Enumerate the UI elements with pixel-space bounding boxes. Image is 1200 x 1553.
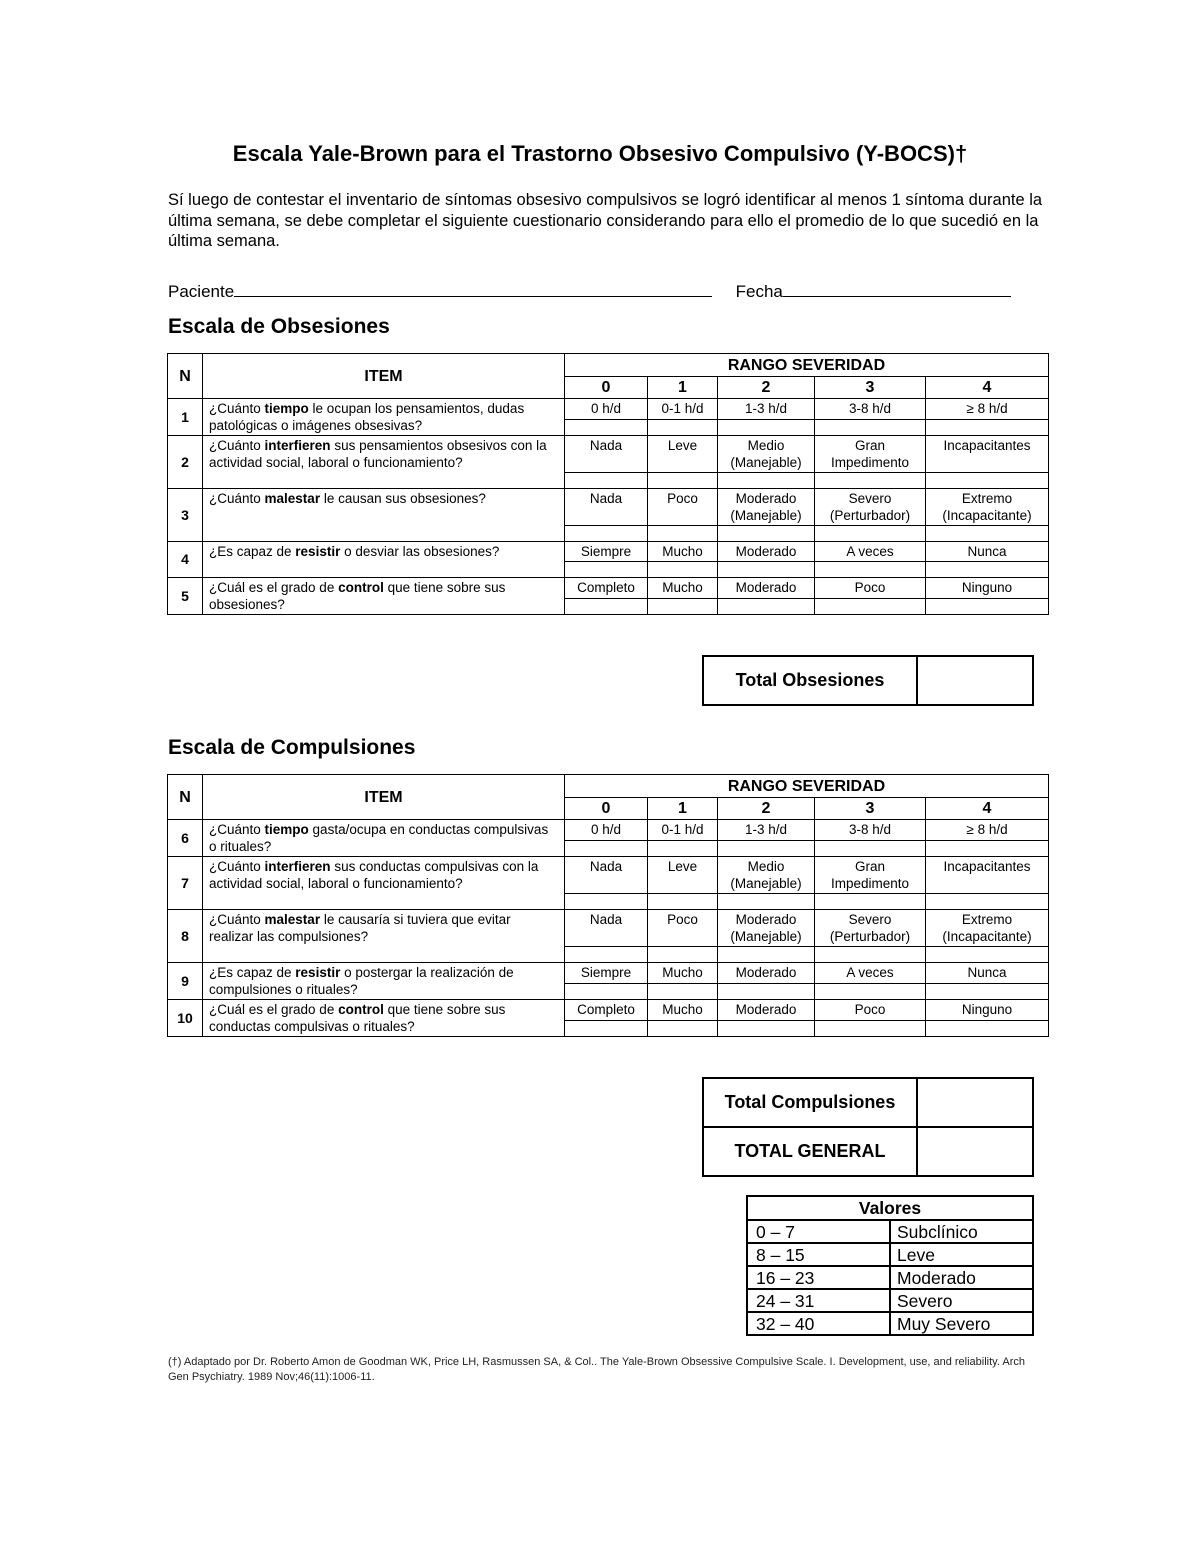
item-number: 1 [168, 399, 203, 436]
intro-paragraph: Sí luego de contestar el inventario de síntomas obsesivo compulsivos se logró identificar al menos 1 síntoma durante la última semana, se debe completar el siguiente cuestionario considerando para ello el promedio de lo que sucedió en la última semana. [168, 191, 1043, 250]
answer-box-level-4[interactable] [926, 526, 1049, 542]
col-header-range: RANGO SEVERIDAD [565, 775, 1049, 798]
option-level-0: 0 h/d [565, 399, 648, 420]
option-level-2: Medio (Manejable) [718, 857, 815, 894]
value-label: Severo [890, 1289, 1033, 1312]
level-header-1: 1 [648, 377, 718, 399]
patient-input[interactable] [234, 278, 712, 297]
answer-box-level-2[interactable] [718, 473, 815, 489]
answer-box-level-0[interactable] [565, 526, 648, 542]
option-level-4: Nunca [926, 963, 1049, 984]
option-level-2: Moderado [718, 578, 815, 599]
answer-box-level-0[interactable] [565, 562, 648, 578]
item-question [203, 399, 565, 436]
item-number: 7 [168, 857, 203, 910]
answer-box-level-4[interactable] [926, 473, 1049, 489]
option-level-1: 0-1 h/d [648, 820, 718, 841]
level-header-1: 1 [648, 798, 718, 820]
answer-box-level-3[interactable] [815, 598, 926, 614]
value-range: 16 – 23 [747, 1266, 890, 1289]
option-level-4: ≥ 8 h/d [926, 820, 1049, 841]
item-question [203, 489, 565, 542]
answer-box-level-2[interactable] [718, 562, 815, 578]
col-header-item: ITEM [203, 354, 565, 399]
option-level-1: Poco [648, 489, 718, 526]
item-number: 4 [168, 542, 203, 578]
question-text: ¿Es capaz de [209, 965, 296, 980]
option-level-4: Ninguno [926, 578, 1049, 599]
level-header-4: 4 [926, 377, 1049, 399]
option-level-0: Completo [565, 1000, 648, 1021]
answer-box-level-1[interactable] [648, 894, 718, 910]
value-range: 32 – 40 [747, 1312, 890, 1335]
level-header-3: 3 [815, 377, 926, 399]
value-label: Subclínico [890, 1220, 1033, 1243]
footnote: (†) Adaptado por Dr. Roberto Amon de Goodman WK, Price LH, Rasmussen SA, & Col.. The Yale-Brown Obsessive Compulsive Scale. I. Development, use, and reliability. Arch Gen Psychiatry. 1989 Nov;46(11):1006-11. [168, 1356, 1025, 1383]
option-level-2: 1-3 h/d [718, 399, 815, 420]
question-text: ¿Cuál es el grado de [209, 1002, 339, 1017]
option-level-0: Nada [565, 489, 648, 526]
question-text: ¿Cuál es el grado de [209, 580, 339, 595]
question-text: ¿Cuánto [209, 438, 265, 453]
question-text: que tiene sobre sus obsesiones? [209, 580, 506, 612]
option-level-2: Moderado [718, 963, 815, 984]
question-keyword: tiempo [264, 401, 309, 416]
question-text: ¿Cuánto [209, 491, 265, 506]
value-range: 8 – 15 [747, 1243, 890, 1266]
option-level-3: Gran Impedimento [815, 857, 926, 894]
level-header-4: 4 [926, 798, 1049, 820]
total-compulsions-label: Total Compulsiones [703, 1078, 917, 1127]
option-level-1: Mucho [648, 963, 718, 984]
option-level-2: Moderado [718, 1000, 815, 1021]
option-level-1: Leve [648, 436, 718, 473]
answer-box-level-3[interactable] [815, 419, 926, 435]
answer-box-level-1[interactable] [648, 562, 718, 578]
option-level-3: A veces [815, 963, 926, 984]
option-level-3: Poco [815, 578, 926, 599]
obsessions-table [167, 353, 1049, 615]
question-keyword: interfieren [264, 438, 331, 453]
question-text: ¿Cuánto [209, 859, 265, 874]
option-level-1: Leve [648, 857, 718, 894]
total-compulsions-box[interactable] [917, 1078, 1033, 1127]
answer-box-level-1[interactable] [648, 526, 718, 542]
answer-box-level-3[interactable] [815, 1020, 926, 1036]
level-header-2: 2 [718, 377, 815, 399]
option-level-4: Extremo (Incapacitante) [926, 910, 1049, 947]
answer-box-level-0[interactable] [565, 947, 648, 963]
option-level-3: Poco [815, 1000, 926, 1021]
col-header-range: RANGO SEVERIDAD [565, 354, 1049, 377]
question-text: que tiene sobre sus conductas compulsivas o rituales? [209, 1002, 506, 1034]
question-keyword: malestar [264, 491, 321, 506]
option-level-3: A veces [815, 542, 926, 562]
question-keyword: interfieren [264, 859, 331, 874]
answer-box-level-1[interactable] [648, 1020, 718, 1036]
values-table [746, 1195, 1034, 1336]
obsessions-total-table [702, 655, 1034, 706]
answer-box-level-2[interactable] [718, 983, 815, 999]
option-level-4: Incapacitantes [926, 436, 1049, 473]
option-level-2: Moderado [718, 542, 815, 562]
option-level-2: 1-3 h/d [718, 820, 815, 841]
question-keyword: control [338, 1002, 384, 1017]
patient-label: Paciente [168, 282, 235, 301]
answer-box-level-3[interactable] [815, 983, 926, 999]
question-text: ¿Es capaz de [209, 544, 296, 559]
question-text: ¿Cuánto [209, 822, 265, 837]
question-keyword: malestar [264, 912, 321, 927]
answer-box-level-3[interactable] [815, 473, 926, 489]
option-level-4: Nunca [926, 542, 1049, 562]
item-number: 6 [168, 820, 203, 857]
option-level-1: 0-1 h/d [648, 399, 718, 420]
option-level-2: Medio (Manejable) [718, 436, 815, 473]
option-level-0: Nada [565, 436, 648, 473]
answer-box-level-1[interactable] [648, 598, 718, 614]
answer-box-level-0[interactable] [565, 419, 648, 435]
level-header-2: 2 [718, 798, 815, 820]
option-level-3: Severo (Perturbador) [815, 910, 926, 947]
option-level-0: Siempre [565, 542, 648, 562]
question-text: le causaría si tuviera que evitar realizar las compulsiones? [209, 912, 511, 944]
question-keyword: tiempo [264, 822, 309, 837]
option-level-2: Moderado (Manejable) [718, 910, 815, 947]
question-keyword: resistir [295, 544, 341, 559]
item-number: 5 [168, 578, 203, 615]
question-text: ¿Cuánto [209, 401, 265, 416]
answer-box-level-0[interactable] [565, 473, 648, 489]
compulsions-heading: Escala de Compulsiones [168, 736, 416, 759]
date-label: Fecha [735, 282, 783, 301]
answer-box-level-1[interactable] [648, 419, 718, 435]
answer-box-level-1[interactable] [648, 947, 718, 963]
answer-box-level-0[interactable] [565, 840, 648, 856]
answer-box-level-3[interactable] [815, 526, 926, 542]
option-level-1: Mucho [648, 1000, 718, 1021]
item-number: 9 [168, 963, 203, 1000]
col-header-n: N [168, 354, 203, 399]
option-level-1: Poco [648, 910, 718, 947]
answer-box-level-4[interactable] [926, 840, 1049, 856]
option-level-3: 3-8 h/d [815, 820, 926, 841]
col-header-n: N [168, 775, 203, 820]
option-level-0: Nada [565, 910, 648, 947]
option-level-0: Siempre [565, 963, 648, 984]
value-range: 0 – 7 [747, 1220, 890, 1243]
item-question [203, 436, 565, 489]
question-text: gasta/ocupa en conductas compulsivas o rituales? [209, 822, 549, 854]
option-level-1: Mucho [648, 542, 718, 562]
values-heading: Valores [747, 1196, 1033, 1220]
answer-box-level-4[interactable] [926, 983, 1049, 999]
item-question [203, 857, 565, 910]
answer-box-level-4[interactable] [926, 598, 1049, 614]
item-question [203, 820, 565, 857]
question-text: o postergar la realización de compulsiones o rituales? [209, 965, 514, 997]
option-level-4: Ninguno [926, 1000, 1049, 1021]
answer-box-level-2[interactable] [718, 526, 815, 542]
question-text: le causan sus obsesiones? [320, 491, 486, 506]
answer-box-level-4[interactable] [926, 419, 1049, 435]
option-level-3: 3-8 h/d [815, 399, 926, 420]
item-question [203, 578, 565, 615]
compulsions-table [167, 774, 1049, 1037]
answer-box-level-3[interactable] [815, 947, 926, 963]
option-level-1: Mucho [648, 578, 718, 599]
page-title: Escala Yale-Brown para el Trastorno Obsesivo Compulsivo (Y-BOCS)† [232, 141, 968, 166]
answer-box-level-3[interactable] [815, 840, 926, 856]
total-general-label: TOTAL GENERAL [703, 1127, 917, 1176]
option-level-4: ≥ 8 h/d [926, 399, 1049, 420]
answer-box-level-2[interactable] [718, 894, 815, 910]
item-question [203, 1000, 565, 1037]
answer-box-level-4[interactable] [926, 562, 1049, 578]
level-header-3: 3 [815, 798, 926, 820]
answer-box-level-4[interactable] [926, 894, 1049, 910]
item-number: 2 [168, 436, 203, 489]
obsessions-heading: Escala de Obsesiones [168, 315, 390, 338]
answer-box-level-2[interactable] [718, 598, 815, 614]
option-level-0: Completo [565, 578, 648, 599]
answer-box-level-2[interactable] [718, 840, 815, 856]
answer-box-level-1[interactable] [648, 983, 718, 999]
option-level-3: Severo (Perturbador) [815, 489, 926, 526]
value-label: Muy Severo [890, 1312, 1033, 1335]
value-range: 24 – 31 [747, 1289, 890, 1312]
option-level-0: 0 h/d [565, 820, 648, 841]
answer-box-level-3[interactable] [815, 562, 926, 578]
answer-box-level-0[interactable] [565, 598, 648, 614]
question-text: le ocupan los pensamientos, dudas patológicas o imágenes obsesivas? [209, 401, 525, 433]
compulsions-total-table [702, 1077, 1034, 1177]
option-level-4: Extremo (Incapacitante) [926, 489, 1049, 526]
answer-box-level-2[interactable] [718, 419, 815, 435]
item-question [203, 963, 565, 1000]
value-label: Moderado [890, 1266, 1033, 1289]
answer-box-level-4[interactable] [926, 1020, 1049, 1036]
patient-date-line [168, 278, 1048, 302]
level-header-0: 0 [565, 377, 648, 399]
answer-box-level-1[interactable] [648, 840, 718, 856]
item-question [203, 542, 565, 578]
answer-box-level-2[interactable] [718, 1020, 815, 1036]
date-input[interactable] [783, 278, 1011, 297]
item-number: 3 [168, 489, 203, 542]
value-label: Leve [890, 1243, 1033, 1266]
answer-box-level-4[interactable] [926, 947, 1049, 963]
answer-box-level-0[interactable] [565, 1020, 648, 1036]
item-number: 8 [168, 910, 203, 963]
item-question [203, 910, 565, 963]
col-header-item: ITEM [203, 775, 565, 820]
question-text: ¿Cuánto [209, 912, 265, 927]
total-obsessions-box[interactable] [917, 656, 1033, 705]
question-keyword: control [338, 580, 384, 595]
answer-box-level-2[interactable] [718, 947, 815, 963]
total-obsessions-label: Total Obsesiones [703, 656, 917, 705]
question-text: sus conductas compulsivas con la actividad social, laboral o funcionamiento? [209, 859, 539, 891]
answer-box-level-3[interactable] [815, 894, 926, 910]
question-text: o desviar las obsesiones? [340, 544, 500, 559]
option-level-3: Gran Impedimento [815, 436, 926, 473]
item-number: 10 [168, 1000, 203, 1037]
question-text: sus pensamientos obsesivos con la actividad social, laboral o funcionamiento? [209, 438, 547, 470]
answer-box-level-0[interactable] [565, 983, 648, 999]
answer-box-level-0[interactable] [565, 894, 648, 910]
question-keyword: resistir [295, 965, 341, 980]
answer-box-level-1[interactable] [648, 473, 718, 489]
total-general-box[interactable] [917, 1127, 1033, 1176]
option-level-0: Nada [565, 857, 648, 894]
option-level-2: Moderado (Manejable) [718, 489, 815, 526]
option-level-4: Incapacitantes [926, 857, 1049, 894]
level-header-0: 0 [565, 798, 648, 820]
